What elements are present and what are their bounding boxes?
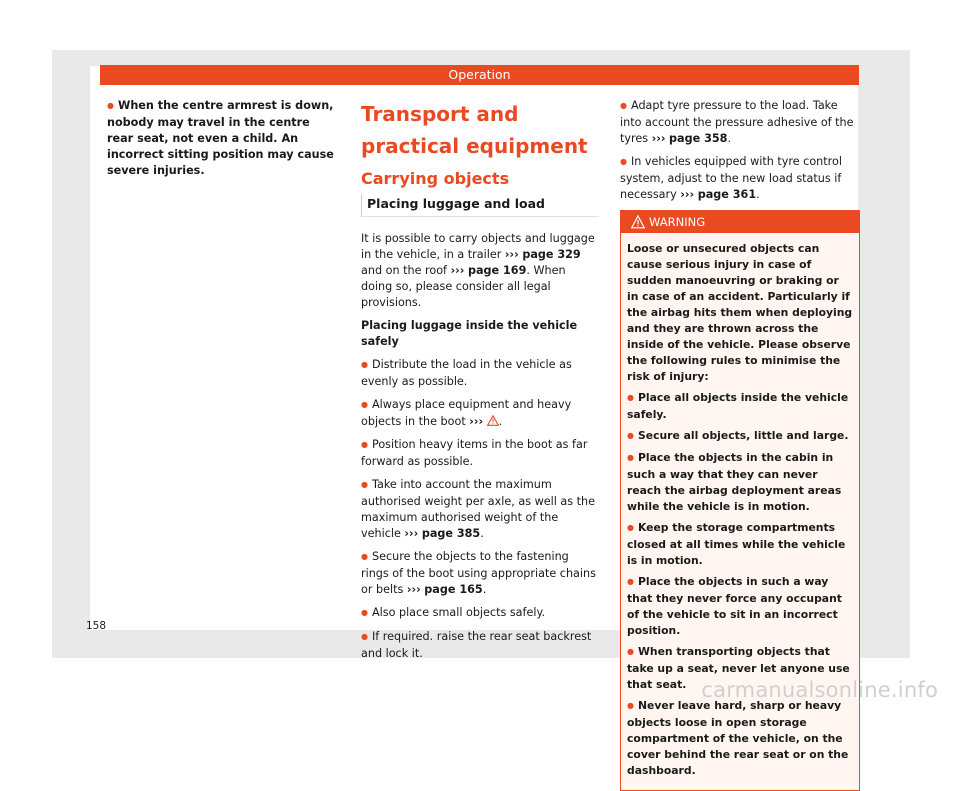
warning-intro: Loose or unsecured objects can cause serious injury in case of sudden manoeuvring or braking or in case of an accident. Particularly if the airbag hits them when deploying and they are thrown across the inside of the vehicle. Please observe the following rules to minimise the risk of injury:	[627, 242, 853, 383]
section-header: Operation	[100, 65, 859, 85]
warning-item: ● Place the objects in such a way that they never force any occupant of the vehicle to sit in an incorrect position.	[627, 574, 853, 639]
link-page-165[interactable]: page 165	[424, 583, 483, 596]
warning-item: ● Place the objects in the cabin in such a way that they can never reach the airbag deployment areas while the vehicle is in motion.	[627, 450, 853, 515]
warning-triangle-icon	[631, 215, 645, 229]
list-item: ● Distribute the load in the vehicle as evenly as possible.	[361, 357, 599, 390]
section-title: Carrying objects	[361, 169, 510, 188]
link-page-358[interactable]: page 358	[669, 132, 728, 145]
warning-header	[621, 211, 859, 233]
intro-paragraph: It is possible to carry objects and luggage in the vehicle, in a trailer ››› page 329 and on the roof ››› page 169. When doing so, please consider all legal provisions.	[361, 232, 595, 309]
column-middle	[361, 98, 599, 669]
column-left	[107, 98, 335, 186]
warning-item: ● Secure all objects, little and large.	[627, 428, 853, 445]
chapter-title: Transport and practical equipment	[361, 102, 588, 158]
safe-loading-heading: Placing luggage inside the vehicle safely	[361, 319, 578, 348]
list-item: ● Secure the objects to the fastening rings of the boot using appropriate chains or belts ››› page 165.	[361, 549, 599, 598]
warning-item: ● Never leave hard, sharp or heavy objects loose in open storage compartment of the vehicle, on the cover behind the rear seat or on the dashboard.	[627, 698, 853, 779]
link-page-169[interactable]: page 169	[467, 264, 527, 277]
warning-box	[620, 210, 860, 791]
list-item: ● Position heavy items in the boot as far forward as possible.	[361, 437, 599, 470]
subsection-title: Placing luggage and load	[361, 194, 599, 217]
link-page-361[interactable]: page 361	[697, 188, 757, 201]
warning-item: ● When transporting objects that take up a seat, never let anyone use that seat.	[627, 644, 853, 693]
warning-continued-bullet: ● When the centre armrest is down, nobody may travel in the centre rear seat, not even a child. An incorrect sitting position may cause severe injuries.	[107, 98, 335, 179]
warning-item: ● Place all objects inside the vehicle safely.	[627, 390, 853, 423]
list-item: ● Always place equipment and heavy objects in the boot ››› .	[361, 397, 599, 430]
warning-label: WARNING	[649, 215, 706, 229]
list-item: ● Take into account the maximum authorised weight per axle, as well as the maximum authorised weight of the vehicle ››› page 385.	[361, 477, 599, 542]
link-page-329[interactable]: page 329	[522, 248, 581, 261]
link-page-385[interactable]: page 385	[421, 527, 481, 540]
warning-triangle-icon[interactable]	[487, 415, 499, 426]
warning-item: ● Keep the storage compartments closed at all times while the vehicle is in motion.	[627, 520, 853, 569]
page-number: 158	[86, 620, 107, 632]
list-item: ● Also place small objects safely.	[361, 605, 599, 622]
list-item: ● In vehicles equipped with tyre control system, adjust to the new load status if necessary ››› page 361.	[620, 154, 860, 203]
list-item: ● Adapt tyre pressure to the load. Take into account the pressure adhesive of the tyres ››› page 358.	[620, 98, 860, 147]
warning-body	[621, 233, 859, 790]
watermark[interactable]: carmanualsonline.info	[701, 678, 938, 702]
list-item: ● If required. raise the rear seat backrest and lock it.	[361, 629, 599, 662]
